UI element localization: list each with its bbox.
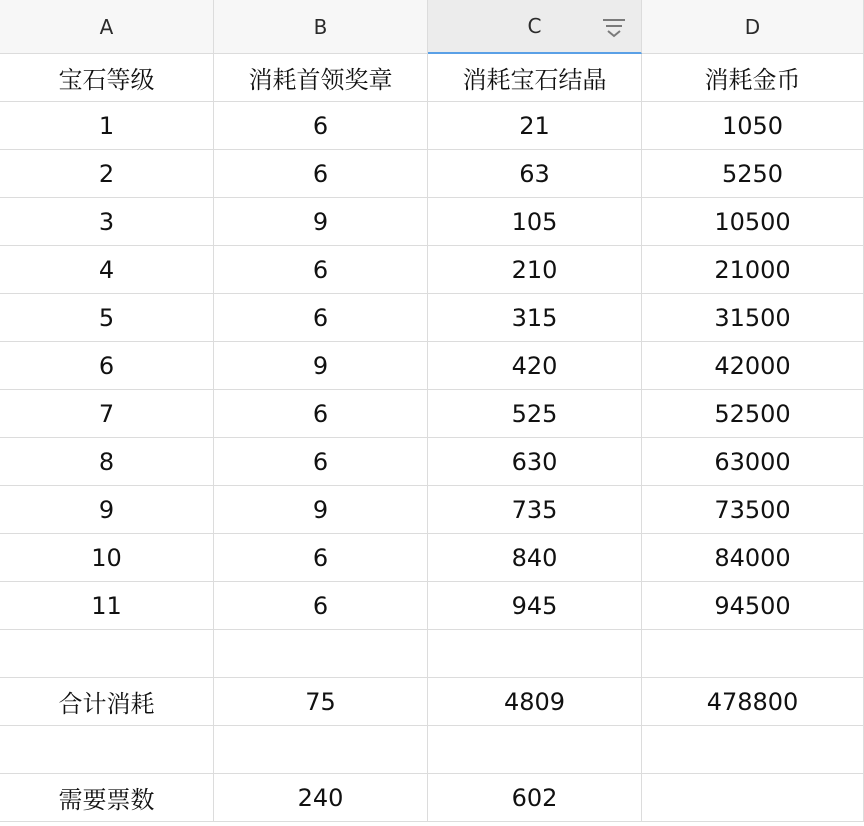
cell-c15[interactable]: [428, 726, 642, 774]
cell-value: 52500: [714, 399, 791, 428]
cell-c4[interactable]: [428, 198, 642, 246]
cell-b8[interactable]: [214, 390, 428, 438]
cell-value: 73500: [714, 495, 791, 524]
cell-d1[interactable]: [642, 54, 864, 102]
cell-value: 3: [98, 207, 115, 236]
cell-value: 6: [312, 591, 329, 620]
cell-d16[interactable]: [642, 774, 864, 822]
cell-value: 4: [98, 255, 115, 284]
cell-b4[interactable]: [214, 198, 428, 246]
cell-b11[interactable]: [214, 534, 428, 582]
cell-value: 84000: [714, 543, 791, 572]
cell-value: 6: [312, 399, 329, 428]
cell-value: 735: [511, 495, 558, 524]
cell-c16[interactable]: [428, 774, 642, 822]
cell-d12[interactable]: [642, 582, 864, 630]
column-header-label: C: [527, 14, 542, 38]
cell-d5[interactable]: [642, 246, 864, 294]
cell-value: 9: [312, 495, 329, 524]
cell-value: 1050: [721, 111, 784, 140]
cell-d9[interactable]: [642, 438, 864, 486]
cell-value: 63000: [714, 447, 791, 476]
cell-d2[interactable]: [642, 102, 864, 150]
cell-d7[interactable]: [642, 342, 864, 390]
cell-d14[interactable]: [642, 678, 864, 726]
cell-value: 9: [312, 207, 329, 236]
cell-value: 9: [312, 351, 329, 380]
cell-d15[interactable]: [642, 726, 864, 774]
cell-value: 420: [511, 351, 558, 380]
column-header-label: A: [99, 14, 114, 39]
cell-value: 6: [312, 543, 329, 572]
cell-b6[interactable]: [214, 294, 428, 342]
cell-value: 消耗首领奖章: [248, 66, 393, 94]
cell-value: 63: [519, 159, 550, 188]
cell-value: 合计消耗: [58, 690, 155, 718]
cell-c5[interactable]: [428, 246, 642, 294]
cell-value: 478800: [706, 687, 799, 716]
cell-a16[interactable]: [0, 774, 214, 822]
cell-value: 602: [511, 783, 558, 812]
cell-a3[interactable]: [0, 150, 214, 198]
column-header-a[interactable]: [0, 0, 214, 54]
cell-value: 31500: [714, 303, 791, 332]
cell-value: 4809: [503, 687, 566, 716]
cell-value: 42000: [714, 351, 791, 380]
cell-c14[interactable]: [428, 678, 642, 726]
cell-value: 7: [98, 399, 115, 428]
cell-value: 需要票数: [58, 786, 155, 814]
cell-value: 240: [297, 783, 344, 812]
cell-value: 105: [511, 207, 558, 236]
cell-value: 630: [511, 447, 558, 476]
cell-d4[interactable]: [642, 198, 864, 246]
cell-a6[interactable]: [0, 294, 214, 342]
cell-value: 6: [312, 111, 329, 140]
cell-value: 945: [511, 591, 558, 620]
cell-a2[interactable]: [0, 102, 214, 150]
cell-b16[interactable]: [214, 774, 428, 822]
filter-icon[interactable]: [601, 16, 627, 38]
cell-c1[interactable]: [428, 54, 642, 102]
cell-c2[interactable]: [428, 102, 642, 150]
column-header-label: D: [744, 14, 761, 39]
cell-b9[interactable]: [214, 438, 428, 486]
cell-a14[interactable]: [0, 678, 214, 726]
cell-a8[interactable]: [0, 390, 214, 438]
cell-value: 6: [312, 255, 329, 284]
cell-c11[interactable]: [428, 534, 642, 582]
cell-b5[interactable]: [214, 246, 428, 294]
column-header-d[interactable]: [642, 0, 864, 54]
cell-value: 525: [511, 399, 558, 428]
cell-value: 11: [91, 591, 122, 620]
cell-value: 消耗宝石结晶: [462, 66, 607, 94]
cell-value: 10: [91, 543, 122, 572]
cell-b13[interactable]: [214, 630, 428, 678]
cell-c6[interactable]: [428, 294, 642, 342]
cell-a13[interactable]: [0, 630, 214, 678]
cell-a10[interactable]: [0, 486, 214, 534]
cell-b3[interactable]: [214, 150, 428, 198]
cell-a15[interactable]: [0, 726, 214, 774]
cell-b7[interactable]: [214, 342, 428, 390]
cell-value: 94500: [714, 591, 791, 620]
cell-a7[interactable]: [0, 342, 214, 390]
cell-b1[interactable]: [214, 54, 428, 102]
cell-a1[interactable]: [0, 54, 214, 102]
cell-value: 315: [511, 303, 558, 332]
column-header-label: B: [313, 14, 328, 39]
cell-b2[interactable]: [214, 102, 428, 150]
cell-b10[interactable]: [214, 486, 428, 534]
cell-c8[interactable]: [428, 390, 642, 438]
cell-value: 9: [98, 495, 115, 524]
cell-value: 21: [519, 111, 550, 140]
cell-value: 6: [312, 159, 329, 188]
cell-c13[interactable]: [428, 630, 642, 678]
cell-value: 6: [312, 447, 329, 476]
cell-d10[interactable]: [642, 486, 864, 534]
cell-c9[interactable]: [428, 438, 642, 486]
cell-value: 宝石等级: [58, 66, 155, 94]
cell-value: 210: [511, 255, 558, 284]
cell-value: 840: [511, 543, 558, 572]
cell-value: 8: [98, 447, 115, 476]
cell-value: 5: [98, 303, 115, 332]
cell-c12[interactable]: [428, 582, 642, 630]
cell-a4[interactable]: [0, 198, 214, 246]
cell-a9[interactable]: [0, 438, 214, 486]
cell-value: 消耗金币: [704, 66, 801, 94]
cell-b14[interactable]: [214, 678, 428, 726]
cell-c7[interactable]: [428, 342, 642, 390]
cell-b12[interactable]: [214, 582, 428, 630]
cell-d8[interactable]: [642, 390, 864, 438]
cell-d13[interactable]: [642, 630, 864, 678]
cell-d6[interactable]: [642, 294, 864, 342]
cell-a5[interactable]: [0, 246, 214, 294]
cell-value: 10500: [714, 207, 791, 236]
spreadsheet-grid: [0, 0, 864, 54]
cell-b15[interactable]: [214, 726, 428, 774]
cell-value: 2: [98, 159, 115, 188]
cell-value: 21000: [714, 255, 791, 284]
column-header-c[interactable]: [428, 0, 642, 54]
cell-c10[interactable]: [428, 486, 642, 534]
cell-a12[interactable]: [0, 582, 214, 630]
column-header-b[interactable]: [214, 0, 428, 54]
cell-value: 75: [305, 687, 336, 716]
cell-value: 1: [98, 111, 115, 140]
cell-value: 5250: [721, 159, 784, 188]
cell-value: 6: [312, 303, 329, 332]
spreadsheet-body: [0, 54, 864, 822]
cell-value: 6: [98, 351, 115, 380]
cell-d3[interactable]: [642, 150, 864, 198]
cell-c3[interactable]: [428, 150, 642, 198]
cell-d11[interactable]: [642, 534, 864, 582]
cell-a11[interactable]: [0, 534, 214, 582]
